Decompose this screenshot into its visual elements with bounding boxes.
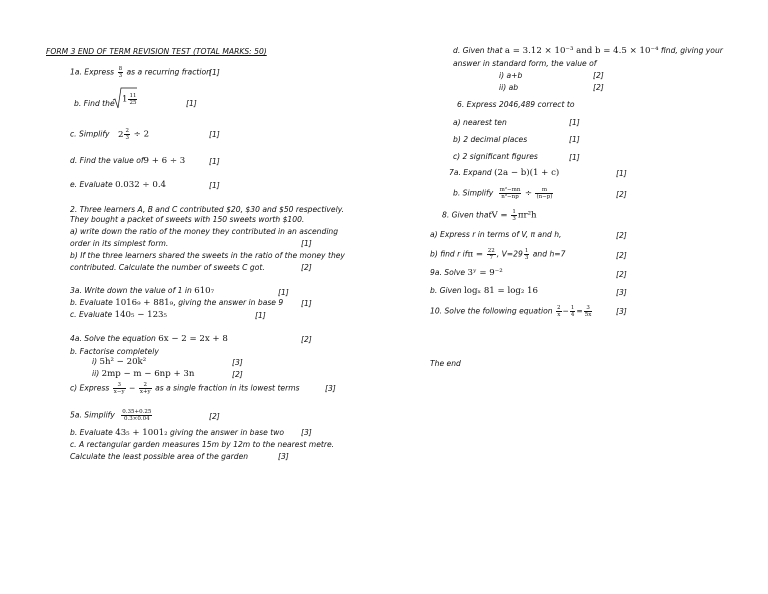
question-3b: b. Evaluate 1016₉ + 881₉, giving the answer in base 9 <box>70 298 284 308</box>
question-4b: b. Factorise completely <box>70 347 159 356</box>
question-1b: b. Find the <box>74 99 115 108</box>
question-1d: d. Find the value of9 + 6 ÷ 3 <box>70 156 186 166</box>
question-4b-ii: ii) 2mp − m − 6np + 3n <box>92 369 195 379</box>
question-8: 8. Given thatV = $\frac{1}{3}$ πr²h <box>442 209 537 222</box>
mark: [1] <box>301 299 312 308</box>
question-2-line: They bought a packet of sweets with 150 sweets worth $100. <box>70 215 305 224</box>
question-5d-i: i) a+b <box>499 71 523 80</box>
question-5b: b. Evaluate 43₅ + 1001₂ giving the answer in base two <box>70 428 285 438</box>
question-8a: a) Express r in terms of V, π and h, <box>430 230 562 239</box>
mark: [3] <box>278 452 289 461</box>
mark: [1] <box>616 169 627 178</box>
question-2-line: b) If the three learners shared the sweets in the ratio of the money they <box>70 251 345 260</box>
mark: [2] <box>301 263 312 272</box>
question-4c: c) Express $\frac{3}{x-y}$ − $\frac{2}{x+y}$ as a single fraction in its lowest terms <box>70 382 300 395</box>
question-7b: b. Simplify $\frac{\text{m²−mn}}{\text{n²−np}}$ ÷ $\frac{m}{(n-p)}$ <box>453 187 553 200</box>
question-4a: 4a. Solve the equation 6x − 2 = 2x + 8 <box>70 334 228 344</box>
question-6b: b) 2 decimal places <box>453 135 528 144</box>
mark: [3] <box>232 358 243 367</box>
fraction: $\frac{8}{3}$ <box>118 66 123 79</box>
mark: [2] <box>616 251 627 260</box>
mark: [2] <box>301 335 312 344</box>
mark: [2] <box>616 270 627 279</box>
question-5d: d. Given that a = 3.12 × 10⁻³ and b = 4.5 × 10⁻⁴ find, giving your <box>453 46 723 56</box>
question-1a: 1a. Express $\frac{8}{3}$ as a recurring fraction <box>70 66 211 79</box>
mark: [1] <box>209 181 220 190</box>
mark: [2] <box>232 370 243 379</box>
question-5c-line: c. A rectangular garden measures 15m by 12m to the nearest metre. <box>70 440 335 449</box>
question-2-line: 2. Three learners A, B and C contributed $20, $30 and $50 respectively. <box>70 205 345 214</box>
mark: [3] <box>325 384 336 393</box>
mark: [1] <box>278 288 289 297</box>
question-2-line: a) write down the ratio of the money they contributed in an ascending <box>70 227 339 236</box>
question-4b-i: i) 5h² − 20k² <box>92 357 147 367</box>
question-5d-ii: ii) ab <box>499 83 519 92</box>
question-6c: c) 2 significant figures <box>453 152 538 161</box>
mark: [1] <box>255 311 266 320</box>
mark: [1] <box>209 68 220 77</box>
mark: [1] <box>569 153 580 162</box>
mark: [3] <box>616 307 627 316</box>
mark: [3] <box>616 288 627 297</box>
mark: [1] <box>301 239 312 248</box>
mark: [2] <box>209 412 220 421</box>
question-5c-line: Calculate the least possible area of the garden <box>70 452 249 461</box>
mark: [1] <box>186 99 197 108</box>
mark: [1] <box>209 157 220 166</box>
question-2-line: order in its simplest form. <box>70 239 169 248</box>
question-8b: b) find r ifπ = $\frac{22}{7}$ , V=29 $\frac{1}{3}$ and h=7 <box>430 248 566 261</box>
question-1c: c. Simplify 2 $\frac{2}{3}$ ÷ 2 <box>70 128 150 141</box>
exam-header: FORM 3 END OF TERM REVISION TEST (TOTAL MARKS: 50) <box>46 47 267 56</box>
mark: [2] <box>616 190 627 199</box>
question-7a: 7a. Expand (2a − b)(1 + c) <box>449 168 560 178</box>
mark: [1] <box>569 118 580 127</box>
question-3a: 3a. Write down the value of 1 in 610₇ <box>70 286 215 296</box>
mark: [2] <box>616 231 627 240</box>
question-5a: 5a. Simplify $\frac{0.35+0.25}{0.3\times 0.04}$ <box>70 409 152 422</box>
mark: [2] <box>593 83 604 92</box>
mark: [1] <box>569 135 580 144</box>
mark: [1] <box>209 130 220 139</box>
question-9a: 9a. Solve 3ʸ = 9⁻² <box>430 268 503 278</box>
the-end: The end <box>430 359 461 368</box>
question-10: 10. Solve the following equation $\frac{2}{x}$ − $\frac{1}{4}$ = $\frac{3}{5x}$ <box>430 305 592 318</box>
question-3c: c. Evaluate 140₅ − 123₅ <box>70 310 167 320</box>
question-1e: e. Evaluate 0.032 ÷ 0.4 <box>70 180 167 190</box>
question-5d-line: answer in standard form, the value of <box>453 59 597 68</box>
mark: [3] <box>301 428 312 437</box>
question-1b-radicand: 1 $\frac{11}{25}$ <box>122 93 137 106</box>
question-2-line: contributed. Calculate the number of sweets C got. <box>70 263 265 272</box>
mark: [2] <box>593 71 604 80</box>
question-6a: a) nearest ten <box>453 118 507 127</box>
question-6: 6. Express 2046,489 correct to <box>457 100 575 109</box>
question-9b: b. Given logₓ 81 = log₂ 16 <box>430 286 538 296</box>
